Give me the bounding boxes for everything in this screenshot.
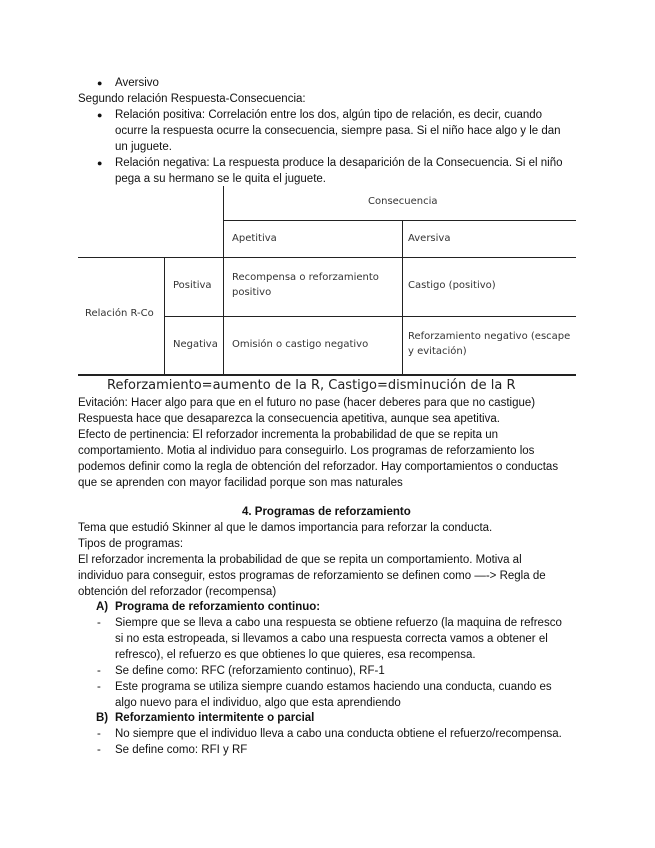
- subsection-a-title: Programa de reforzamiento continuo:: [115, 601, 321, 613]
- aversivo-item: Aversivo: [115, 77, 159, 89]
- bullet-icon: ●: [97, 110, 103, 120]
- list-label-b: B): [96, 712, 109, 724]
- section-title: 4. Programas de reforzamiento: [242, 506, 411, 518]
- subsection-b-title: Reforzamiento intermitente o parcial: [115, 712, 315, 724]
- paragraph-line: Respuesta hace que desaparezca la consecuencia apetitiva, aunque sea apetitiva.: [78, 413, 500, 425]
- list-item-line: algo nuevo para el individuo, algo que esta aprendiendo: [115, 697, 401, 709]
- section-line: individuo para conseguir, estos programas de reforzamiento se definen como —-> Regla de: [78, 570, 546, 582]
- table-border: [78, 374, 576, 376]
- cell-castigo: Castigo (positivo): [408, 280, 496, 291]
- list-item-line: Siempre que se lleva a cabo una respuesta se obtiene refuerzo (la maquina de refresco: [115, 617, 562, 629]
- segundo-heading: Segundo relación Respuesta-Consecuencia:: [78, 93, 306, 105]
- cell-ref-negativo: y evitación): [408, 346, 467, 357]
- cell-ref-negativo: Reforzamiento negativo (escape: [408, 331, 571, 342]
- row-positiva: Positiva: [173, 280, 212, 291]
- list-label-a: A): [96, 601, 109, 613]
- dash-icon: -: [97, 665, 101, 677]
- bullet-icon: ●: [97, 158, 103, 168]
- dash-icon: -: [97, 681, 101, 693]
- paragraph-line: Evitación: Hacer algo para que en el futuro no pase (hacer deberes para que no castigue): [78, 397, 536, 409]
- positiva-line: un juguete.: [115, 141, 172, 153]
- bullet-icon: ●: [97, 78, 103, 88]
- row-header-relacion: Relación R-Co: [85, 308, 154, 319]
- table-border: [402, 220, 403, 375]
- dash-icon: -: [97, 728, 101, 740]
- row-negativa: Negativa: [173, 339, 218, 350]
- dash-icon: -: [97, 744, 101, 756]
- paragraph-line: podemos definir como la regla de obtención del reforzador. Hay comportamientos o conductas: [78, 461, 559, 473]
- paragraph-line: Efecto de pertinencia: El reforzador incrementa la probabilidad de que se repita un: [78, 429, 499, 441]
- list-item-line: No siempre que el individuo lleva a cabo una conducta obtiene el refuerzo/recompensa.: [115, 728, 562, 740]
- header-consecuencia: Consecuencia: [368, 196, 438, 207]
- table-border: [78, 257, 576, 258]
- section-line: Tipos de programas:: [78, 538, 184, 550]
- table-caption: Reforzamiento=aumento de la R, Castigo=disminución de la R: [107, 378, 516, 393]
- section-line: obtención del reforzador (recompensa): [78, 586, 277, 598]
- paragraph-line: comportamiento. Motia al individuo para conseguirlo. Los programas de reforzamiento los: [78, 445, 535, 457]
- paragraph-line: que se aprenden con mayor facilidad porque son mas naturales: [78, 477, 403, 489]
- header-apetitiva: Apetitiva: [232, 233, 277, 244]
- positiva-line: Relación positiva: Correlación entre los dos, algún tipo de relación, es decir, cuando: [115, 109, 543, 121]
- list-item-line: Este programa se utiliza siempre cuando estamos haciendo una conducta, cuando es: [115, 681, 552, 693]
- cell-recompensa: positivo: [232, 287, 272, 298]
- relation-table: [0, 0, 655, 400]
- table-border: [223, 186, 224, 375]
- list-item-line: Se define como: RFC (reforzamiento continuo), RF-1: [115, 665, 385, 677]
- negativa-line: Relación negativa: La respuesta produce la desaparición de la Consecuencia. Si el niño: [115, 157, 563, 169]
- table-border: [164, 316, 576, 317]
- list-item-line: refresco), el refuerzo es que obtienes lo que quieres, esa recompensa.: [115, 649, 476, 661]
- section-line: El reforzador incrementa la probabilidad de que se repita un comportamiento. Motiva al: [78, 554, 522, 566]
- section-line: Tema que estudió Skinner al que le damos importancia para reforzar la conducta.: [78, 522, 493, 534]
- dash-icon: -: [97, 617, 101, 629]
- cell-recompensa: Recompensa o reforzamiento: [232, 272, 379, 283]
- header-aversiva: Aversiva: [408, 233, 451, 244]
- list-item-line: si no esta estropeada, si llevamos a cabo una respuesta correcta vamos a obtener el: [115, 633, 548, 645]
- positiva-line: ocurre la respuesta ocurre la consecuencia, siempre pasa. Si el niño hace algo y le dan: [115, 125, 561, 137]
- list-item-line: Se define como: RFI y RF: [115, 744, 248, 756]
- cell-omision: Omisión o castigo negativo: [232, 339, 369, 350]
- negativa-line: pega a su hermano se le quita el juguete.: [115, 173, 326, 185]
- table-border: [223, 220, 576, 221]
